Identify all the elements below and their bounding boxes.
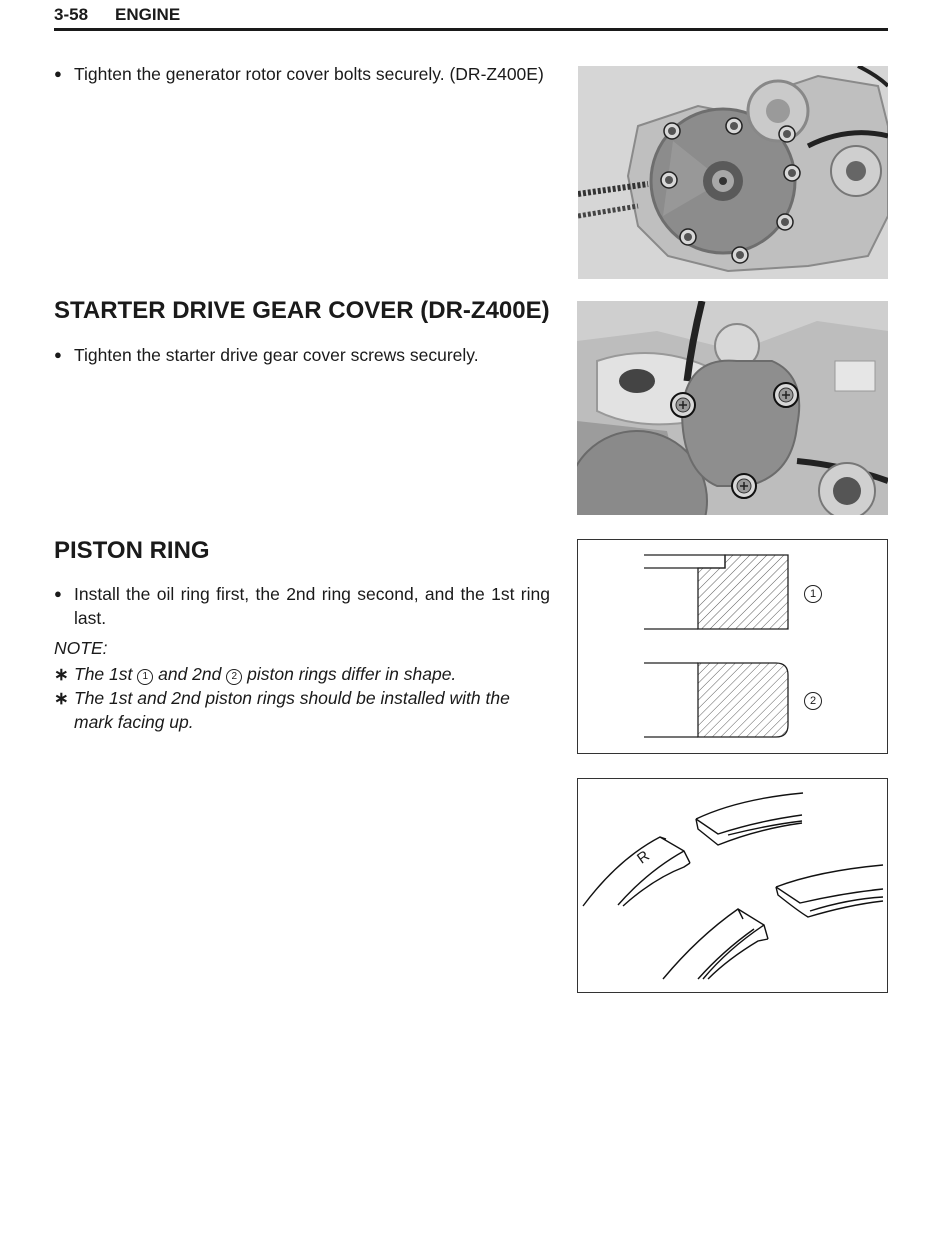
ring-mark: R	[634, 847, 653, 868]
note-label: NOTE:	[54, 638, 108, 658]
page-header	[54, 4, 888, 31]
ring-profile-diagram	[577, 539, 888, 754]
generator-cover-photo	[578, 66, 888, 279]
note1-pre: The 1st	[74, 664, 133, 684]
ring-installation-diagram	[577, 778, 888, 993]
note1-post: piston rings differ in shape.	[247, 664, 457, 684]
starter-section-title: STARTER DRIVE GEAR COVER (DR-Z400E)	[54, 297, 550, 324]
diagram-label-1: 1	[804, 585, 822, 603]
piston-section-title: PISTON RING	[54, 537, 210, 564]
generator-instruction: ● Tighten the generator rotor cover bolts securely. (DR-Z400E)	[54, 62, 550, 86]
ring-2-marker: 2	[226, 669, 242, 685]
starter-instruction: ● Tighten the starter drive gear cover screws securely.	[54, 343, 550, 367]
diagram-label-2: 2	[804, 692, 822, 710]
ring-1-marker: 1	[137, 669, 153, 685]
section-title: ENGINE	[115, 5, 181, 24]
page-number: 3-58	[54, 5, 89, 24]
note-item-2: ∗ The 1st and 2nd piston rings should be installed with the mark facing up.	[54, 686, 550, 734]
starter-cover-photo	[577, 301, 888, 515]
note-item-1	[54, 662, 550, 686]
piston-instruction: ● Install the oil ring first, the 2nd ring second, and the 1st ring last.	[54, 582, 550, 630]
note1-mid: and 2nd	[158, 664, 222, 684]
